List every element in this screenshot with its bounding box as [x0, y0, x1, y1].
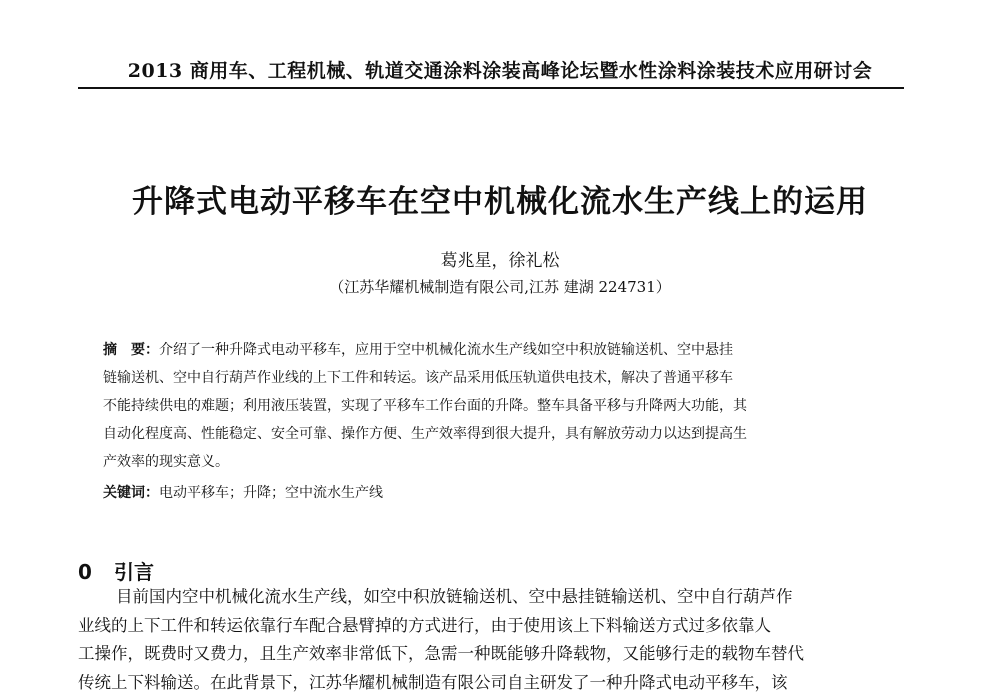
- article-title: 升降式电动平移车在空中机械化流水生产线上的运用: [0, 176, 1000, 221]
- keywords-text: 电动平移车；升降；空中流水生产线: [159, 485, 383, 501]
- abstract-line: 产效率的现实意义。: [103, 448, 889, 476]
- author-affiliation: （江苏华耀机械制造有限公司,江苏 建湖 224731）: [0, 276, 1000, 297]
- abstract-line: [103, 336, 889, 364]
- keywords-label: 关键词：: [103, 485, 159, 501]
- keywords-block: [103, 482, 889, 502]
- body-line: 目前国内空中机械化流水生产线，如空中积放链输送机、空中悬挂链输送机、空中自行葫芦作: [78, 583, 908, 612]
- section-number: 0: [78, 560, 114, 584]
- running-header: 2013 商用车、工程机械、轨道交通涂料涂装高峰论坛暨水性涂料涂装技术应用研讨会: [0, 56, 1000, 83]
- abstract-line: 不能持续供电的难题；利用液压装置，实现了平移车工作台面的升降。整车具备平移与升降两大功能，其: [103, 392, 889, 420]
- header-rule: [78, 87, 904, 89]
- abstract-label: 摘 要：: [103, 342, 159, 358]
- abstract-text: 介绍了一种升降式电动平移车，应用于空中机械化流水生产线如空中积放链输送机、空中悬挂: [159, 342, 733, 358]
- section-heading: [78, 556, 154, 585]
- abstract-line: 链输送机、空中自行葫芦作业线的上下工件和转运。该产品采用低压轨道供电技术，解决了普通平移车: [103, 364, 889, 392]
- body-line: 业线的上下工件和转运依靠行车配合悬臂掉的方式进行，由于使用该上下料输送方式过多依靠人: [78, 612, 908, 641]
- body-line: 工操作，既费时又费力，且生产效率非常低下，急需一种既能够升降载物，又能够行走的载物车替代: [78, 640, 908, 669]
- section-body: [78, 583, 908, 697]
- abstract-block: [103, 336, 889, 476]
- section-title: 引言: [114, 560, 154, 584]
- abstract-line: 自动化程度高、性能稳定、安全可靠、操作方便、生产效率得到很大提升，具有解放劳动力以达到提高生: [103, 420, 889, 448]
- body-line: 传统上下料输送。在此背景下，江苏华耀机械制造有限公司自主研发了一种升降式电动平移车，该: [78, 669, 908, 697]
- author-list: 葛兆星，徐礼松: [0, 246, 1000, 271]
